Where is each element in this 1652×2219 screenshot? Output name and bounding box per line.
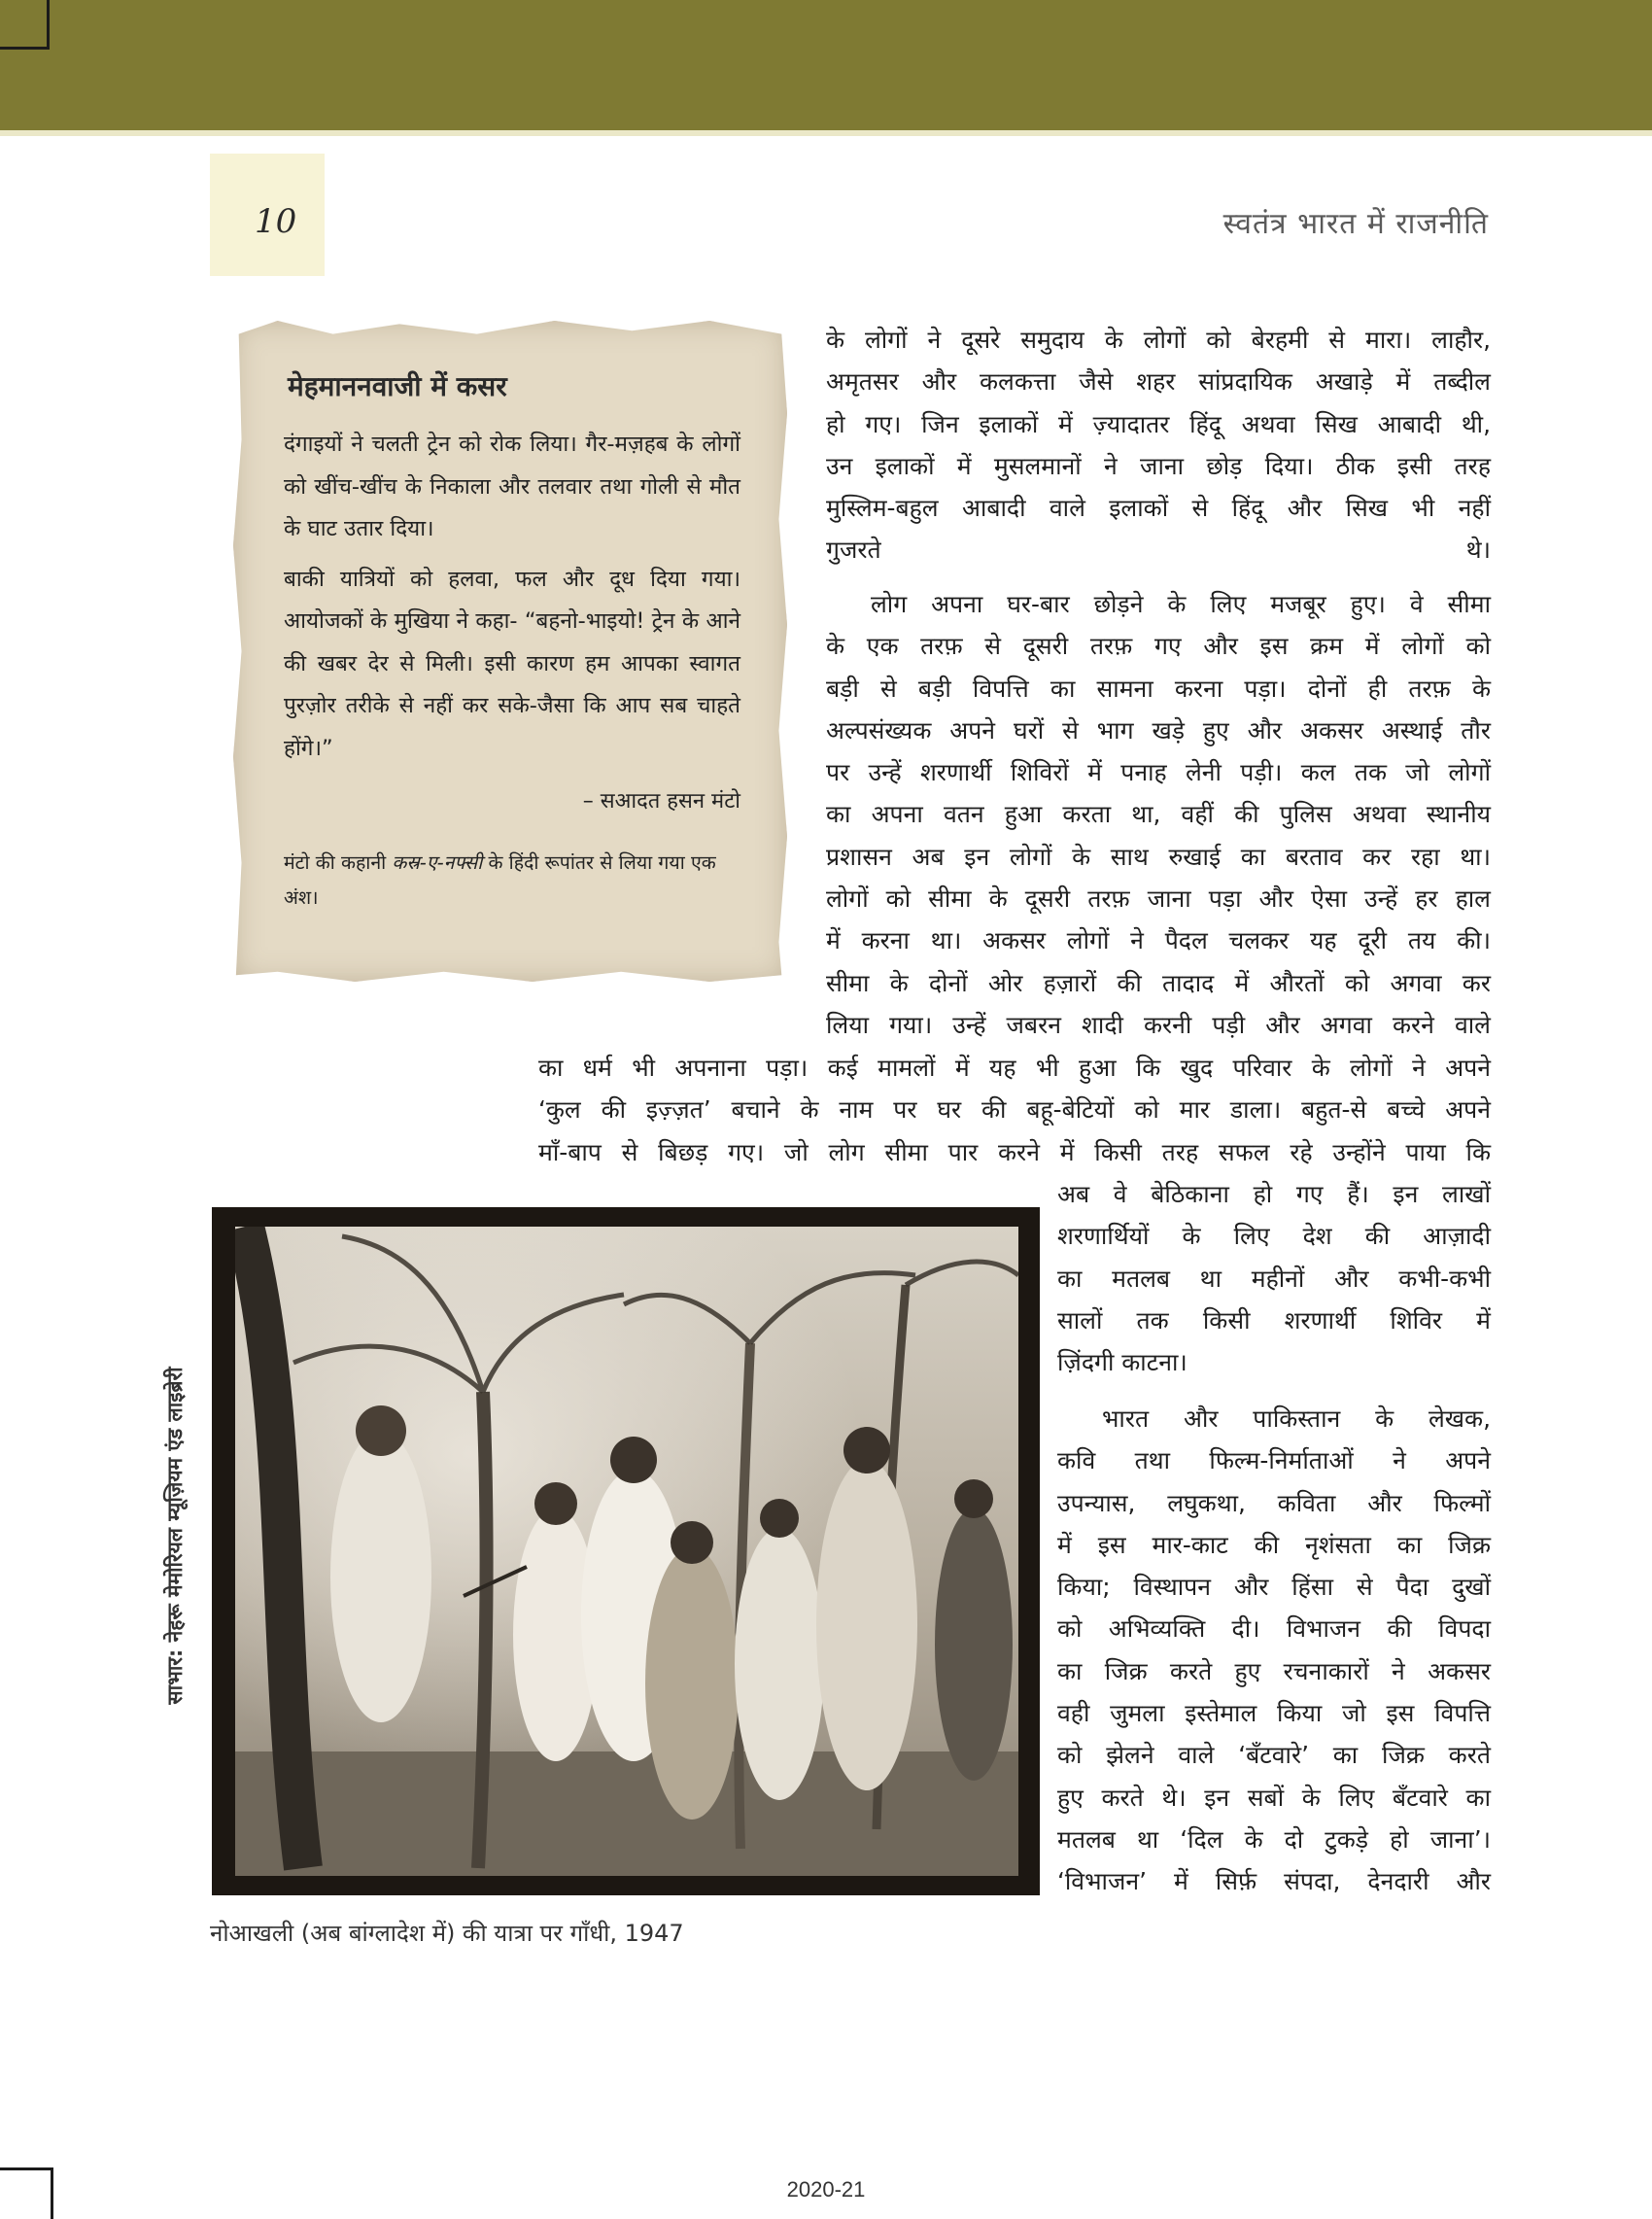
running-head: स्वतंत्र भारत में राजनीति: [1222, 207, 1489, 241]
text-line: उन इलाकों में मुसलमानों ने जाना छोड़ दिया। ठीक इसी तरह: [826, 451, 1491, 480]
historical-photo: [235, 1227, 1018, 1876]
text-line: बड़ी से बड़ी विपत्ति का सामना करना पड़ा। दोनों ही तरफ़ के: [826, 674, 1491, 703]
box-title: मेहमाननवाजी में कसर: [288, 370, 507, 402]
text-line: सालों तक किसी शरणार्थी शिविर में: [1057, 1305, 1491, 1335]
text-line: मतलब था ‘दिल के दो टुकड़े हो जाना’।: [1057, 1824, 1491, 1854]
paragraph-3: [1057, 1398, 1491, 1903]
photo-credit-text: साभार: नेहरू मेमोरियल म्यूज़ियम एंड लाइब्रेरी: [163, 1367, 187, 1705]
text-line: का धर्म भी अपनाना पड़ा। कई मामलों में यह भी हुआ कि खुद परिवार के लोगों ने अपने: [538, 1054, 1491, 1082]
footer-year: 2020-21: [786, 2177, 866, 2202]
text-line: भारत और पाकिस्तान के लेखक,: [1102, 1404, 1491, 1433]
text-line: गुजरते थे।: [826, 536, 1491, 565]
text-line: हुए करते थे। इन सबों के लिए बँटवारे का: [1057, 1783, 1491, 1812]
text-line: को झेलने वाले ‘बँटवारे’ का जिक्र करते: [1057, 1741, 1491, 1770]
box-note: [284, 846, 740, 916]
text-line: अमृतसर और कलकत्ता जैसे शहर सांप्रदायिक अखाड़े में तब्दील: [826, 367, 1491, 397]
box-text: [284, 424, 740, 778]
paragraph-2: [826, 583, 1491, 1046]
box-attribution: – सआदत हसन मंटो: [582, 789, 740, 814]
text-line: प्रशासन अब इन लोगों के साथ रुखाई का बरताव कर रहा था।: [826, 842, 1491, 871]
text-line: का जिक्र करते हुए रचनाकारों ने अकसर: [1057, 1656, 1491, 1685]
text-line: के लोगों ने दूसरे समुदाय के लोगों को बेरहमी से मारा। लाहौर,: [826, 326, 1491, 354]
text-line: हो गए। जिन इलाकों में ज़्यादातर हिंदू अथवा सिख आबादी थी,: [826, 409, 1491, 438]
text-line: के एक तरफ़ से दूसरी तरफ़ गए और इस क्रम में लोगों को: [826, 632, 1491, 661]
header-band-shadow: [0, 130, 1652, 136]
box-paragraph: बाकी यात्रियों को हलवा, फल और दूध दिया गया। आयोजकों के मुखिया ने कहा- “बहनो-भाइयो! ट्रेन के आने की खबर देर से मिली। इसी कारण हम आपका स्वागत पुरज़ोर तरीके से नहीं कर सके-जैसा कि आप सब चाहते होंगे।”: [284, 566, 740, 761]
text-line: में करना था। अकसर लोगों ने पैदल चलकर यह दूरी तय की।: [826, 926, 1491, 955]
text-line: ज़िंदगी काटना।: [1057, 1348, 1187, 1377]
box-note-suffix: के हिंदी रूपांतर से लिया गया एक अंश।: [284, 851, 716, 909]
crop-mark-top: [0, 0, 50, 50]
text-line: का अपना वतन हुआ करता था, वहीं की पुलिस अथवा स्थानीय: [826, 800, 1491, 829]
text-line: में इस मार-काट की नृशंसता का जिक्र: [1057, 1530, 1491, 1559]
text-line: अल्पसंख्यक अपने घरों से भाग खड़े हुए और अकसर अस्थाई तौर: [826, 715, 1491, 745]
text-line: वही जुमला इस्तेमाल किया जो इस विपत्ति: [1057, 1699, 1491, 1728]
text-line: मुस्लिम-बहुल आबादी वाले इलाकों से हिंदू और सिख भी नहीं: [826, 494, 1491, 523]
paragraph-2-right: [1057, 1173, 1491, 1383]
page-number: 10: [255, 202, 297, 241]
text-line: माँ-बाप से बिछड़ गए। जो लोग सीमा पार करने में किसी तरह सफल रहे उन्होंने पाया कि: [538, 1137, 1491, 1166]
text-line: उपन्यास, लघुकथा, कविता और फिल्मों: [1057, 1488, 1491, 1517]
text-line: पर उन्हें शरणार्थी शिविरों में पनाह लेनी पड़ी। कल तक जो लोगों: [826, 758, 1491, 787]
text-line: सीमा के दोनों ओर हज़ारों की तादाद में औरतों को अगवा कर: [826, 968, 1491, 997]
text-line: लोग अपना घर-बार छोड़ने के लिए मजबूर हुए। वे सीमा: [871, 590, 1491, 618]
text-line: किया; विस्थापन और हिंसा से पैदा दुखों: [1057, 1573, 1491, 1602]
box-note-prefix: मंटो की कहानी: [284, 851, 393, 874]
box-paragraph: दंगाइयों ने चलती ट्रेन को रोक लिया। गैर-मज़हब के लोगों को खींच-खींच के निकाला और तलवार तथा गोली से मौत के घाट उतार दिया।: [284, 432, 740, 541]
text-line: को अभिव्यक्ति दी। विभाजन की विपदा: [1057, 1614, 1491, 1644]
photo-caption: नोआखली (अब बांग्लादेश में) की यात्रा पर गाँधी, 1947: [210, 1920, 684, 1947]
text-line: का मतलब था महीनों और कभी-कभी: [1057, 1264, 1491, 1293]
photo-illustration: [235, 1227, 1018, 1876]
paragraph-2-wide: [538, 1047, 1491, 1173]
text-line: ‘कुल की इज़्ज़त’ बचाने के नाम पर घर की बहू-बेटियों को मार डाला। बहुत-से बच्चे अपने: [538, 1095, 1491, 1125]
text-line: कवि तथा फिल्म-निर्माताओं ने अपने: [1057, 1446, 1491, 1475]
text-line: लोगों को सीमा के दूसरी तरफ़ जाना पड़ा और ऐसा उन्हें हर हाल: [826, 884, 1491, 914]
paragraph-1: [826, 319, 1491, 572]
text-line: शरणार्थियों के लिए देश की आज़ादी: [1057, 1222, 1491, 1251]
text-line: लिया गया। उन्हें जबरन शादी करनी पड़ी और अगवा करने वाले: [826, 1010, 1491, 1039]
text-line: ‘विभाजन’ में सिर्फ़ संपदा, देनदारी और: [1057, 1867, 1491, 1896]
header-band: [0, 0, 1652, 130]
text-line: अब वे बेठिकाना हो गए हैं। इन लाखों: [1057, 1180, 1491, 1208]
box-note-title: कस्र-ए-नफ्सी: [392, 851, 483, 874]
